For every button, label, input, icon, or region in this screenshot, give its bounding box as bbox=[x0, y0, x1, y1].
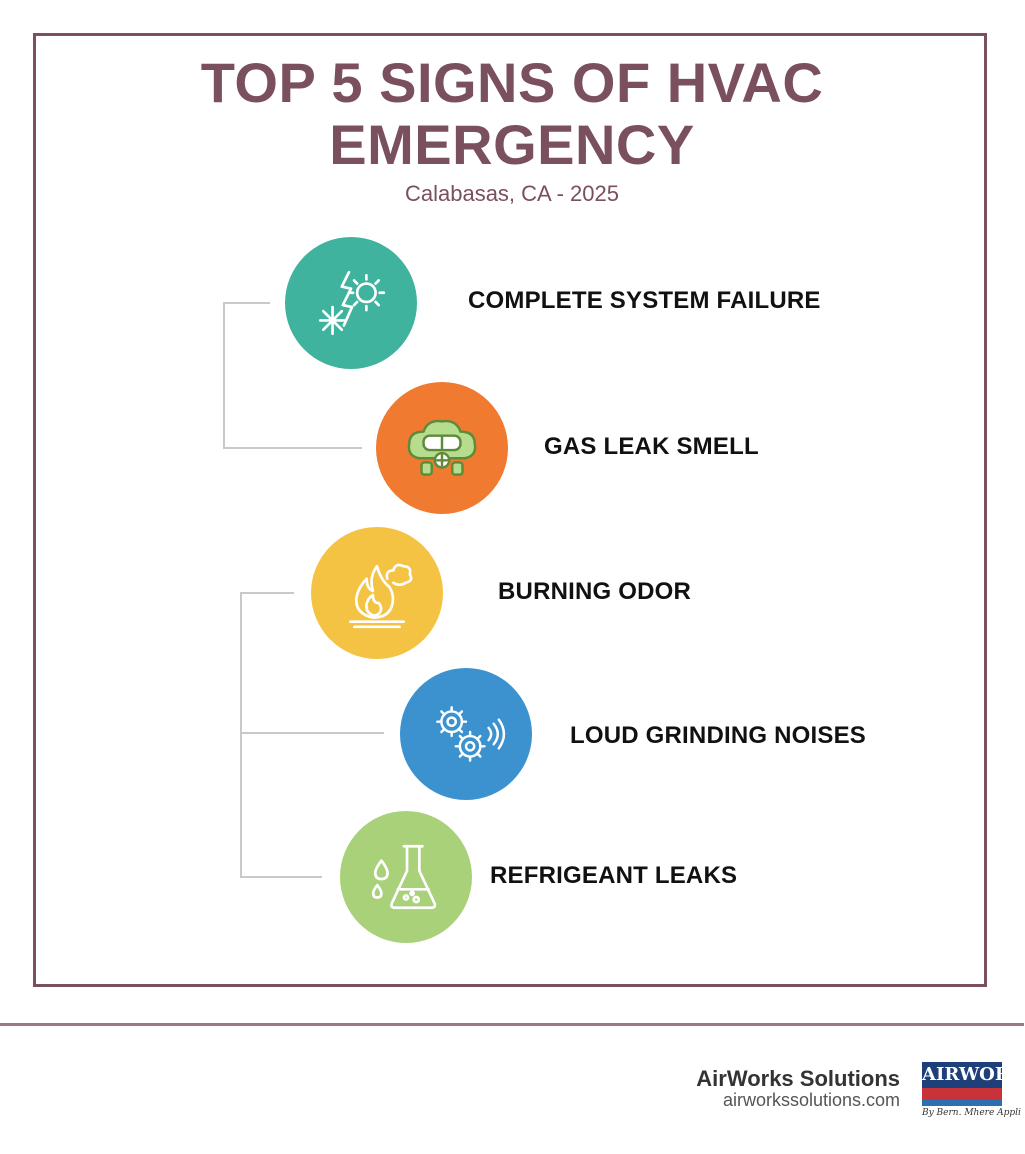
logo-wordmark: AIRWORK bbox=[922, 1062, 1002, 1088]
label-burning-odor: BURNING ODOR bbox=[498, 578, 692, 605]
subtitle: Calabasas, CA - 2025 bbox=[404, 181, 620, 206]
company-logo bbox=[922, 1062, 1025, 1124]
label-loud-grinding-noises: LOUD GRINDING NOISES bbox=[570, 722, 867, 749]
label-gas-leak-smell: GAS LEAK SMELL bbox=[544, 433, 759, 460]
circle-gas-leak-smell bbox=[376, 382, 508, 514]
gears-sound-icon bbox=[425, 693, 507, 775]
logo-tagline: By Bern. Mhere Appli bbox=[922, 1108, 1021, 1118]
circle-complete-system-failure bbox=[285, 237, 417, 369]
footer-divider bbox=[0, 1023, 1024, 1026]
label-complete-system-failure: COMPLETE SYSTEM FAILURE bbox=[468, 287, 821, 314]
circle-refrigeant-leaks bbox=[340, 811, 472, 943]
label-refrigeant-leaks: REFRIGEANT LEAKS bbox=[490, 862, 738, 889]
title-line-2: EMERGENCY bbox=[329, 113, 695, 176]
circle-loud-grinding-noises bbox=[400, 668, 532, 800]
brand-url[interactable]: airworkssolutions.com bbox=[722, 1090, 900, 1110]
flame-smoke-icon bbox=[336, 552, 418, 634]
gas-mask-icon bbox=[401, 407, 483, 489]
hot-cold-lightning-icon bbox=[310, 262, 392, 344]
circle-burning-odor bbox=[311, 527, 443, 659]
flask-drops-icon bbox=[365, 836, 447, 918]
brand-name: AirWorks Solutions bbox=[696, 1066, 900, 1091]
title-line-1: TOP 5 SIGNS OF HVAC bbox=[200, 51, 824, 114]
